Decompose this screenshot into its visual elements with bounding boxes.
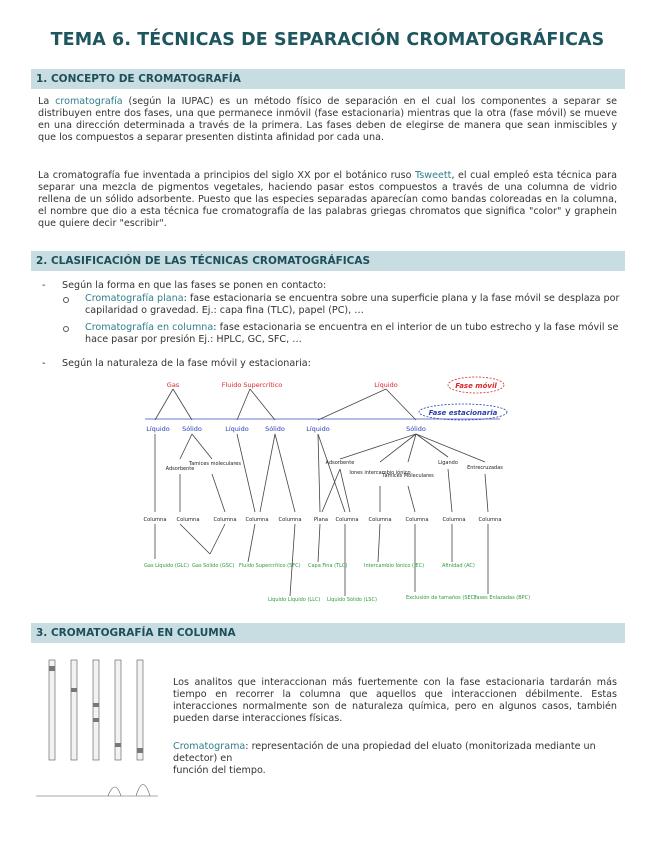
technique-label: Exclusión de tamaños (SEC) [406, 595, 477, 601]
term-tsweett: Tsweett [415, 170, 452, 181]
bullet-naturaleza: Según la naturaleza de la fase móvil y estacionaria: [62, 358, 311, 369]
paragraph-history [38, 170, 617, 230]
mobile-gas: Gas [166, 381, 180, 389]
section-header-clasificacion: 2. CLASIFICACIÓN DE LAS TÉCNICAS CROMATOGRÁFICAS [31, 251, 625, 271]
stationary-label: Sólido [265, 425, 285, 433]
paragraph-definition [38, 96, 617, 144]
stationary-label: Líquido [306, 425, 330, 433]
text-part: La [38, 96, 56, 107]
mechanism-label: Adsorbente [165, 466, 195, 472]
term-cromatografia: cromatografía [55, 96, 123, 107]
format-label: Columna [278, 517, 302, 523]
stationary-label: Sólido [406, 425, 426, 433]
format-label: Columna [405, 517, 429, 523]
bullet-forma: Según la forma en que las fases se ponen en contacto: [62, 280, 327, 291]
mechanism-label: Tamices Moleculares [382, 473, 434, 479]
technique-label: Fluido Supercrítico (SFC) [239, 563, 301, 569]
format-label: Columna [245, 517, 269, 523]
stationary-label: Sólido [182, 425, 202, 433]
mechanism-label: Ligando [438, 460, 458, 466]
sub-bullet-columna [85, 322, 620, 346]
mechanism-label: Tamices moleculares [189, 461, 241, 467]
text-part: , el cual empleó esta técnica para separar una mezcla de pigmentos vegetales, haciendo pasar estos compuestos a través de una columna de vidrio rellena de un sólido adsorbente. Puesto que las especies separadas aparecían como bandas coloreadas en la columna, el nombre que dio a esta técnica fue cromatografía de las palabras griegas chromatos que significa "color" y graphein que quiere decir "escribir". [38, 170, 617, 229]
text-part: : representación de una propiedad del eluato (monitorizada mediante un detector) en [173, 741, 596, 764]
bullet-dash: - [42, 280, 46, 291]
format-label: Columna [478, 517, 502, 523]
format-label: Columna [368, 517, 392, 523]
text-part: : fase estacionaria se encuentra en el interior de un tubo estrecho y la fase móvil se hace pasar por presión Ej.: HPLC, GC, SFC, … [85, 322, 619, 345]
text-part: : fase estacionaria se encuentra sobre una superficie plana y la fase móvil se desplaza por capilaridad o gravedad. Ej.: capa fina (TLC), papel (PC), … [85, 293, 620, 316]
format-label: Columna [442, 517, 466, 523]
mechanism-label: Adsorbente [325, 460, 355, 466]
classification-diagram [140, 374, 531, 619]
text-part: (según la IUPAC) es un método físico de separación en el cual los componentes a separar se distribuyen entre dos fases, una que permanece inmóvil (fase estacionaria) mientras que la otra (fase móvil) se mueve en una dirección determinada a través de la primera. Las fases deben de elegirse de manera que sean inmiscibles y que los compuestos a separar presenten distinta afinidad por cada una. [38, 96, 617, 143]
technique-label: Intercambio Iónico (IEC) [364, 563, 425, 569]
technique-label: Afinidad (AC) [442, 563, 475, 569]
mobile-fluido: Fluido Supercrítico [221, 381, 283, 389]
mechanism-label: Entrecruzadas [467, 465, 503, 471]
bullet-circle [63, 297, 69, 303]
term-columna: Cromatografía en columna [85, 322, 214, 333]
bullet-circle [63, 326, 69, 332]
badge-fase-movil: Fase móvil [455, 382, 497, 390]
format-label: Columna [143, 517, 167, 523]
text-part: La cromatografía fue inventada a principios del siglo XX por el botánico ruso [38, 170, 415, 181]
section-header-columna: 3. CROMATOGRAFÍA EN COLUMNA [31, 623, 625, 643]
term-plana: Cromatografía plana [85, 293, 184, 304]
mobile-liquido: Líquido [374, 381, 398, 389]
format-label: Columna [335, 517, 359, 523]
technique-label: Líquido Sólido (LSC) [327, 597, 377, 603]
format-label: Plana [313, 517, 329, 523]
paragraph-column: Los analitos que interaccionan más fuertemente con la fase estacionaria tardarán más tiempo en recorrer la columna que aquellos que interaccionen débilmente. Estas interacciones normalmente son de naturaleza química, pero en algunos casos, también pueden darse interacciones físicas. [173, 677, 617, 724]
bullet-dash: - [42, 358, 46, 369]
technique-label: Líquido Líquido (LLC) [268, 597, 321, 603]
page-title: TEMA 6. TÉCNICAS DE SEPARACIÓN CROMATOGRÁFICAS [50, 30, 605, 50]
sub-bullet-plana [85, 293, 620, 317]
paragraph-cromatograma [173, 741, 617, 777]
technique-label: Capa Fina (TLC) [308, 563, 348, 569]
format-label: Columna [213, 517, 237, 523]
technique-label: Fases Enlazadas (BPC) [474, 595, 531, 601]
technique-label: Gas Líquido (GLC) [144, 563, 189, 569]
text-part: función del tiempo. [173, 765, 266, 776]
mechanism-label: Iones intercambio iónico [349, 470, 411, 476]
stationary-label: Líquido [146, 425, 170, 433]
term-cromatograma: Cromatograma [173, 741, 246, 752]
technique-label: Gas Sólido (GSC) [192, 563, 235, 569]
badge-fase-estacionaria: Fase estacionaria [428, 409, 498, 417]
format-label: Columna [176, 517, 200, 523]
section-header-concepto: 1. CONCEPTO DE CROMATOGRAFÍA [31, 69, 625, 89]
stationary-label: Líquido [225, 425, 249, 433]
column-chromatography-figure [33, 648, 161, 808]
